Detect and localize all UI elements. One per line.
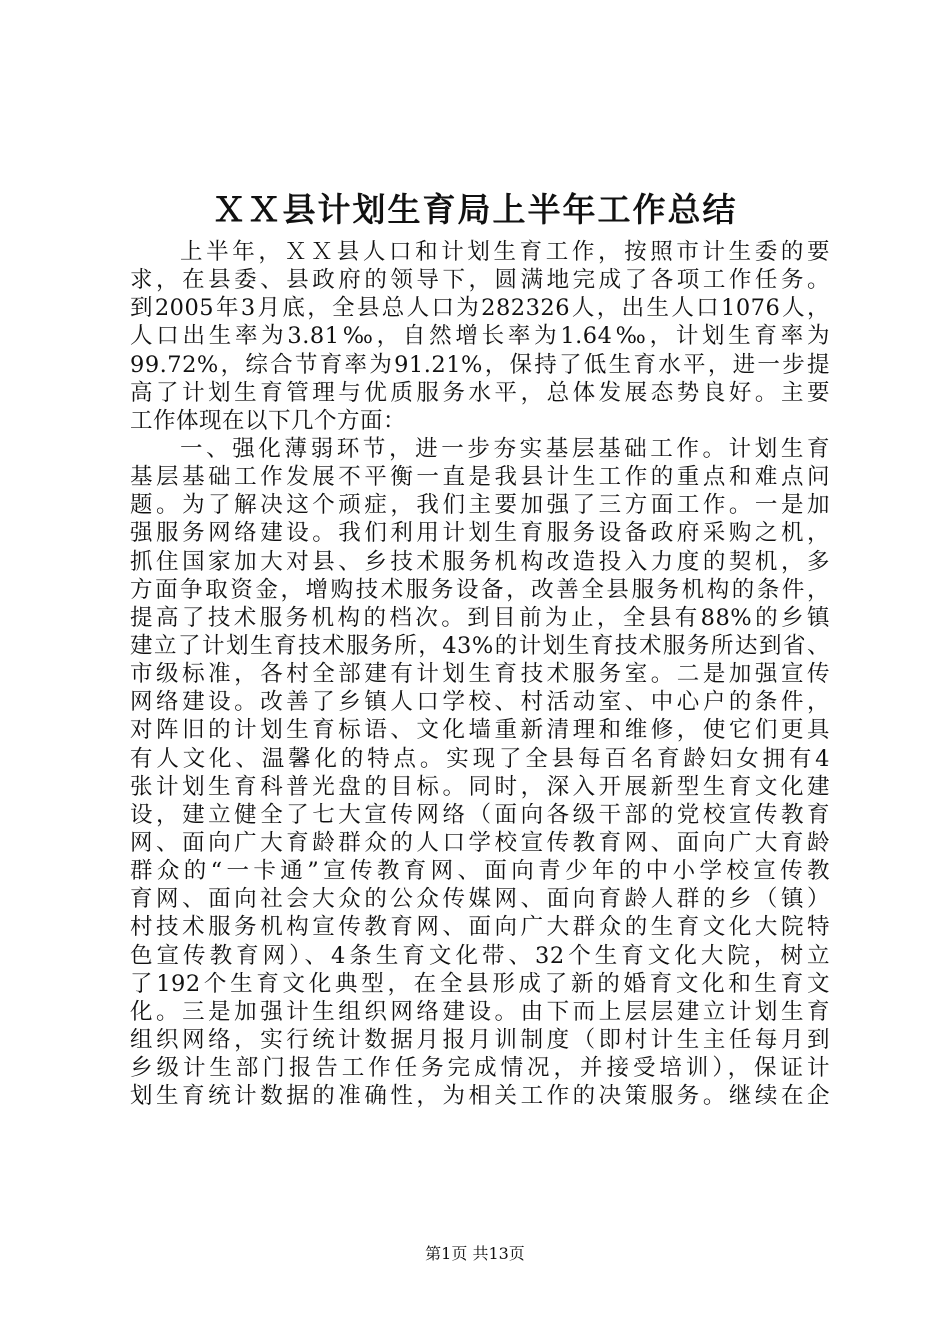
body-line: 育网、面向社会大众的公众传媒网、面向育龄人群的乡（镇）: [130, 886, 830, 913]
body-line: 划生育统计数据的准确性，为相关工作的决策服务。继续在企: [130, 1083, 830, 1110]
body-line: 村技术服务机构宣传教育网、面向广大群众的生育文化大院特: [130, 914, 830, 941]
body-line: 网、面向广大育龄群众的人口学校宣传教育网、面向广大育龄: [130, 829, 830, 856]
body-line: 强服务网络建设。我们利用计划生育服务设备政府采购之机，: [130, 520, 830, 547]
body-line: 99.72%，综合节育率为91.21%，保持了低生育水平，进一步提: [130, 351, 830, 378]
body-line: 提高了技术服务机构的档次。到目前为止，全县有88%的乡镇: [130, 604, 830, 631]
body-line: 群众的“一卡通”宣传教育网、面向青少年的中小学校宣传教: [130, 858, 830, 885]
body-line: 了192个生育文化典型，在全县形成了新的婚育文化和生育文: [130, 970, 830, 997]
document-body: [130, 238, 830, 1110]
body-line: 工作体现在以下几个方面：: [130, 407, 407, 434]
page-number-footer: 第1页 共13页: [425, 1244, 525, 1263]
body-line: 上半年，ＸＸ县人口和计划生育工作，按照市计生委的要: [180, 239, 830, 265]
body-line: 有人文化、温馨化的特点。实现了全县每百名育龄妇女拥有4: [130, 745, 830, 772]
body-line: 张计划生育科普光盘的目标。同时，深入开展新型生育文化建: [130, 773, 830, 800]
body-line: 方面争取资金，增购技术服务设备，改善全县服务机构的条件，: [130, 576, 830, 603]
document-title: ＸＸ县计划生育局上半年工作总结: [212, 190, 738, 229]
body-line: 乡级计生部门报告工作任务完成情况，并接受培训），保证计: [130, 1055, 830, 1082]
body-line: 色宣传教育网）、4条生育文化带、32个生育文化大院，树立: [130, 942, 830, 969]
body-line: 建立了计划生育技术服务所，43%的计划生育技术服务所达到省、: [130, 632, 830, 659]
body-line: 到2005年3月底，全县总人口为282326人，出生人口1076人，: [130, 295, 830, 322]
body-line: 高了计划生育管理与优质服务水平，总体发展态势良好。主要: [130, 379, 830, 406]
body-line: 市级标准，各村全部建有计划生育技术服务室。二是加强宣传: [130, 661, 830, 688]
body-line: 网络建设。改善了乡镇人口学校、村活动室、中心户的条件，: [130, 689, 830, 716]
body-line: 求，在县委、县政府的领导下，圆满地完成了各项工作任务。: [130, 267, 830, 294]
body-line: 设，建立健全了七大宣传网络（面向各级干部的党校宣传教育: [130, 801, 830, 828]
body-line: 化。三是加强计生组织网络建设。由下而上层层建立计划生育: [130, 998, 830, 1025]
body-line: 基层基础工作发展不平衡一直是我县计生工作的重点和难点问: [130, 464, 830, 491]
body-line: 一、强化薄弱环节，进一步夯实基层基础工作。计划生育: [180, 435, 830, 462]
body-line: 人口出生率为3.81‰，自然增长率为1.64‰，计划生育率为: [130, 323, 830, 350]
body-line: 题。为了解决这个顽症，我们主要加强了三方面工作。一是加: [130, 492, 830, 519]
body-line: 对阵旧的计划生育标语、文化墙重新清理和维修，使它们更具: [130, 717, 830, 744]
body-line: 抓住国家加大对县、乡技术服务机构改造投入力度的契机，多: [130, 548, 830, 575]
body-line: 组织网络，实行统计数据月报月训制度（即村计生主任每月到: [130, 1026, 830, 1053]
